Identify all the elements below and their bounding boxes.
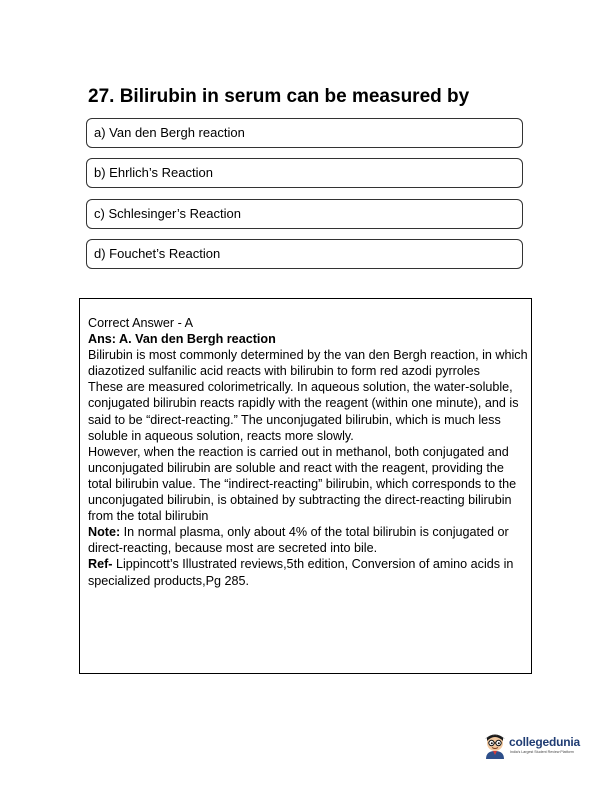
logo-name: collegedunia (509, 735, 580, 749)
option-b[interactable]: b) Ehrlich’s Reaction (86, 158, 523, 188)
reference-text: Lippincott’s Illustrated reviews,5th edition, Conversion of amino acids in specialized products,Pg 285. (88, 557, 514, 588)
explanation-paragraph-3: However, when the reaction is carried out in methanol, both conjugated and unconjugated bilirubin are soluble and react with the reagent, providing the total bilirubin value. The “indirect-reacting” bilirubin, which corresponds to the unconjugated bilirubin, is obtained by subtracting the direct-reacting bilirubin from the total bilirubin (88, 444, 517, 524)
reference-label: Ref- (88, 557, 113, 572)
collegedunia-logo (482, 729, 582, 761)
mascot-icon (482, 729, 508, 759)
note-label: Note: (88, 525, 121, 540)
note-text: In normal plasma, only about 4% of the total bilirubin is conjugated or direct-reacting, because most are secreted into bile. (88, 525, 509, 556)
answer-body (88, 315, 528, 589)
question-number: 27. (88, 86, 115, 107)
option-d[interactable]: d) Fouchet’s Reaction (86, 239, 523, 269)
reference-paragraph (88, 556, 528, 588)
question-heading (88, 86, 469, 108)
explanation-paragraph-2: These are measured colorimetrically. In aqueous solution, the water-soluble, conjugated bilirubin reacts rapidly with the reagent (within one minute), and is said to be “direct-reacting.” The unconjugated bilirubin, which is much less soluble in aqueous solution, reacts more slowly. (88, 380, 519, 443)
option-c[interactable]: c) Schlesinger’s Reaction (86, 199, 523, 229)
note-paragraph (88, 524, 528, 556)
question-text: Bilirubin in serum can be measured by (119, 86, 470, 107)
option-a[interactable]: a) Van den Bergh reaction (86, 118, 523, 148)
answer-title: Ans: A. Van den Bergh reaction (88, 332, 276, 347)
correct-answer-line: Correct Answer - A (88, 316, 193, 330)
explanation-paragraph-1: Bilirubin is most commonly determined by the van den Bergh reaction, in which diazotized sulfanilic acid reacts with bilirubin to form red azodi pyrroles (88, 348, 528, 379)
answer-box (79, 298, 532, 674)
logo-tagline: India's Largest Student Review Platform (510, 750, 574, 754)
